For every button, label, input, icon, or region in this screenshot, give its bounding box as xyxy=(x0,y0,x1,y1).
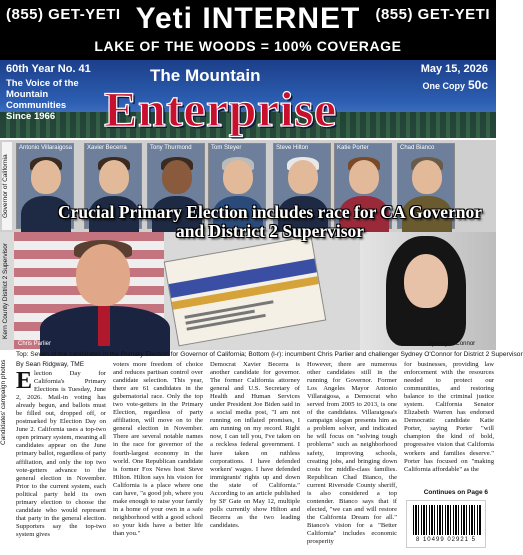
campaign-photos-credit: Candidates' campaign photos xyxy=(0,359,7,445)
ad-tagline: LAKE OF THE WOODS = 100% COVERAGE xyxy=(94,38,402,54)
mail-in-ballot-image xyxy=(164,236,327,347)
article-text-3: Democrat Xavier Becerra is another candidate for governor. The former California attorney general and U.S. Secretary of Health and Human Services under President Joe Biden said in a social media post, "I am not running on inflated promises, I am running on my record. Right now, I can tell you, I've taken on a reckless federal government. I have taken on ruthless corporations. I have defended workers' wages. I have defended immigrants' rights up and down the state of California." According to an article published by SF Gate on May 12, multiple polls currently show Hilton and Becerra as the two leading candidates. xyxy=(210,361,300,529)
candidate-name-6: Katie Porter xyxy=(337,145,369,151)
issue-date: May 15, 2026 xyxy=(420,63,488,75)
article-body xyxy=(16,361,492,551)
barcode xyxy=(406,500,486,548)
barcode-bars xyxy=(413,505,481,535)
article-column-5 xyxy=(404,361,494,485)
candidate-name-5: Steve Hilton xyxy=(276,145,309,151)
photo-caption: Top: Seven of the candidates in the Primary Election for Governor of California; Bottom (l-r): incumbent Chris Parlier and challenger Sydney O'Connor for District 2 Supervisor xyxy=(16,351,523,358)
barcode-number: 8 10499 02921 5 xyxy=(415,537,477,543)
ad-phone-right: (855) GET-YETI xyxy=(375,6,490,23)
main-headline: Crucial Primary Election includes race for CA Governor and District 2 Supervisor xyxy=(58,202,482,241)
article-column-2 xyxy=(113,361,203,537)
article-byline: By Sean Ridgway, TME xyxy=(16,361,85,368)
sydney-oconnor-photo xyxy=(360,232,496,350)
drop-cap: E xyxy=(16,368,33,394)
masthead-the-mountain: The Mountain xyxy=(150,66,261,85)
price-value: 50c xyxy=(467,78,488,92)
chris-parlier-photo xyxy=(30,240,180,350)
article-column-4 xyxy=(307,361,397,546)
candidate-name-1: Antonio Villaraigosa xyxy=(19,145,72,151)
ad-brand-b: INTERNET xyxy=(202,2,361,35)
year-issue: 60th Year No. 41 xyxy=(6,63,91,75)
supervisor-side-label: Kern County District 2 Supervisor xyxy=(2,242,9,340)
article-column-3 xyxy=(210,361,300,531)
district-2-photo-row xyxy=(0,232,496,350)
ad-brand-a: Yeti xyxy=(135,2,194,35)
continues-on-page[interactable]: Continues on Page 6 xyxy=(423,489,488,496)
article-text-1: lection Day for California's Primary Elections is Tuesday, June 2, 2026. Mail-in voting has already begun, and ballots must be filled out, dropped off, or postmarked by Election Day on June 2. California uses a top-two open primary system, meaning all candidates appear on the June primary ballot, regardless of party affiliation, and only the top two vote-getters advance to the general election in November. Prior to the current system, each political party held its own primary election to choose the candidate who would represent that party in the general election. Supporters say the top-two system gives xyxy=(16,370,106,538)
candidate-name-3: Tony Thurmond xyxy=(150,145,192,151)
candidate-name-2: Xavier Becerra xyxy=(87,145,127,151)
photo-name-left: Chris Parlier xyxy=(18,341,52,347)
article-text-5: for businesses, providing law enforcement with the resources needed to protect our communities, and restoring balance to the criminal justice system. California Senator Elizabeth Warren has endorsed Democratic candidate Katie Porter, saying Porter "will champion the kind of bold, progressive vision that California workers and families deserve." Porter has focused on "making California affordable" as the xyxy=(404,361,494,473)
yeti-internet-ad[interactable] xyxy=(0,0,496,60)
ad-phone-left: (855) GET-YETI xyxy=(6,6,121,23)
masthead-title: Enterprise xyxy=(104,81,337,137)
article-column-1 xyxy=(16,370,106,551)
article-text-4: However, there are numerous other candidates still in the running for Governor. Former Los Angeles Mayor Antonio Villaraigosa, a Democrat who served from 2005 to 2013, is one of the candidates. Villaraigosa's campaign slogan presents him as a problem solver, and indicated he will focus on "solving tough problems" such as neighborhood safety, improving schools, creating jobs, and bringing down costs for middle-class families. Republican Chad Bianco, the current Riverside County sheriff, is also considered a top contender. Bianco says that if elected, "we can and will restore the California Dream for all." Bianco's vision for a "Better California" includes economic prosperity xyxy=(307,361,397,546)
masthead-slogan: The Voice of the Mountain Communities Since 1966 xyxy=(6,78,79,122)
governor-side-label: Governor of California xyxy=(2,142,12,230)
masthead xyxy=(0,60,496,138)
one-copy-label: One Copy xyxy=(422,81,465,91)
copy-price xyxy=(422,78,488,92)
article-text-2: voters more freedom of choice and reduces partisan control over candidate selection. This year, there are 61 candidates in the gubernatorial race. Only the top two vote-getters in the Primary Election, regardless of party affiliation, will move on to the general election in November. There are several notable names in the race for governor of the fourth-largest economy in the world. One Republican candidate is former Fox News host Steve Hilton. Hilton says his vision for California is a place where one can have, "a good job, where you make enough to raise your family in a home of your own in a safe neighborhood with a good school so your kids have a better life than you." xyxy=(113,361,203,537)
photo-name-right: Sydney O'Connor xyxy=(428,341,476,347)
candidate-name-7: Chad Bianco xyxy=(400,145,435,151)
candidate-name-4: Tom Steyer xyxy=(211,145,242,151)
